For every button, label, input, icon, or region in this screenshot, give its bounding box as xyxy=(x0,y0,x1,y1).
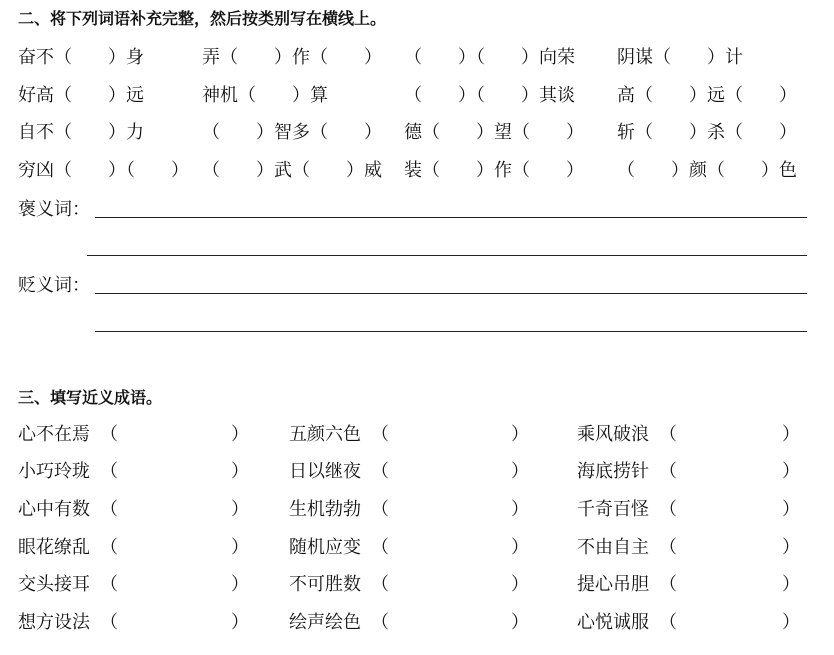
idiom-blank-2-3: （ ）（ ）其谈 xyxy=(404,85,575,106)
idiom-blank-4-1: 穷凶（ ）（ ） xyxy=(18,160,189,181)
answer-open-paren: （ xyxy=(659,574,677,595)
idiom-blank-3-1: 自不（ ）力 xyxy=(18,122,144,143)
answer-close-paren: ） xyxy=(782,461,800,482)
synonym-idiom: 千奇百怪 xyxy=(577,499,649,520)
idiom-blank-2-1: 好高（ ）远 xyxy=(18,85,144,106)
idiom-blank-2-2: 神机（ ）算 xyxy=(202,85,328,106)
idiom-blank-1-2: 弄（ ）作（ ） xyxy=(202,47,382,68)
answer-close-paren: ） xyxy=(231,424,249,445)
positive-answer-line xyxy=(87,255,807,256)
synonym-idiom: 想方设法 xyxy=(18,612,90,633)
idiom-blank-1-3: （ ）（ ）向荣 xyxy=(404,47,575,68)
idiom-blank-4-3: 装（ ）作（ ） xyxy=(404,160,584,181)
idiom-blank-3-2: （ ）智多（ ） xyxy=(202,122,382,143)
positive-answer-line xyxy=(95,217,807,218)
answer-close-paren: ） xyxy=(511,461,529,482)
answer-close-paren: ） xyxy=(782,499,800,520)
answer-open-paren: （ xyxy=(371,424,389,445)
synonym-idiom: 不可胜数 xyxy=(289,574,361,595)
synonym-idiom: 五颜六色 xyxy=(289,424,361,445)
answer-open-paren: （ xyxy=(100,461,118,482)
idiom-blank-1-1: 奋不（ ）身 xyxy=(18,47,144,68)
negative-answer-line xyxy=(95,331,807,332)
synonym-idiom: 不由自主 xyxy=(577,537,649,558)
section2-heading: 二、将下列词语补充完整，然后按类别写在横线上。 xyxy=(18,9,387,28)
synonym-idiom: 心悦诚服 xyxy=(577,612,649,633)
synonym-idiom: 提心吊胆 xyxy=(577,574,649,595)
idiom-blank-4-4: （ ）颜（ ）色 xyxy=(617,160,797,181)
answer-open-paren: （ xyxy=(659,424,677,445)
answer-open-paren: （ xyxy=(659,612,677,633)
idiom-blank-3-3: 德（ ）望（ ） xyxy=(404,122,584,143)
synonym-idiom: 日以继夜 xyxy=(289,461,361,482)
synonym-idiom: 心不在焉 xyxy=(18,424,90,445)
synonym-idiom: 生机勃勃 xyxy=(289,499,361,520)
answer-open-paren: （ xyxy=(659,499,677,520)
idiom-blank-3-4: 斩（ ）杀（ ） xyxy=(617,122,797,143)
answer-open-paren: （ xyxy=(100,574,118,595)
synonym-idiom: 乘风破浪 xyxy=(577,424,649,445)
answer-open-paren: （ xyxy=(659,461,677,482)
answer-close-paren: ） xyxy=(782,612,800,633)
answer-close-paren: ） xyxy=(511,537,529,558)
answer-close-paren: ） xyxy=(231,537,249,558)
synonym-idiom: 小巧玲珑 xyxy=(18,461,90,482)
synonym-idiom: 随机应变 xyxy=(289,537,361,558)
idiom-blank-1-4: 阴谋（ ）计 xyxy=(617,47,743,68)
answer-close-paren: ） xyxy=(231,461,249,482)
answer-close-paren: ） xyxy=(231,574,249,595)
negative-answer-line xyxy=(95,293,807,294)
answer-open-paren: （ xyxy=(659,537,677,558)
synonym-idiom: 心中有数 xyxy=(18,499,90,520)
positive-words-label: 褒义词： xyxy=(18,199,90,220)
answer-open-paren: （ xyxy=(100,612,118,633)
answer-close-paren: ） xyxy=(511,424,529,445)
section3-heading: 三、填写近义成语。 xyxy=(18,388,163,407)
answer-close-paren: ） xyxy=(511,574,529,595)
answer-close-paren: ） xyxy=(782,424,800,445)
answer-open-paren: （ xyxy=(100,424,118,445)
answer-open-paren: （ xyxy=(100,499,118,520)
answer-open-paren: （ xyxy=(371,499,389,520)
answer-close-paren: ） xyxy=(231,499,249,520)
answer-open-paren: （ xyxy=(371,461,389,482)
answer-close-paren: ） xyxy=(782,537,800,558)
answer-close-paren: ） xyxy=(511,612,529,633)
answer-close-paren: ） xyxy=(511,499,529,520)
answer-open-paren: （ xyxy=(371,537,389,558)
negative-words-label: 贬义词： xyxy=(18,275,90,296)
idiom-blank-2-4: 高（ ）远（ ） xyxy=(617,85,797,106)
synonym-idiom: 海底捞针 xyxy=(577,461,649,482)
answer-close-paren: ） xyxy=(231,612,249,633)
synonym-idiom: 眼花缭乱 xyxy=(18,537,90,558)
answer-open-paren: （ xyxy=(100,537,118,558)
synonym-idiom: 交头接耳 xyxy=(18,574,90,595)
idiom-blank-4-2: （ ）武（ ）威 xyxy=(202,160,382,181)
answer-open-paren: （ xyxy=(371,574,389,595)
synonym-idiom: 绘声绘色 xyxy=(289,612,361,633)
answer-close-paren: ） xyxy=(782,574,800,595)
answer-open-paren: （ xyxy=(371,612,389,633)
